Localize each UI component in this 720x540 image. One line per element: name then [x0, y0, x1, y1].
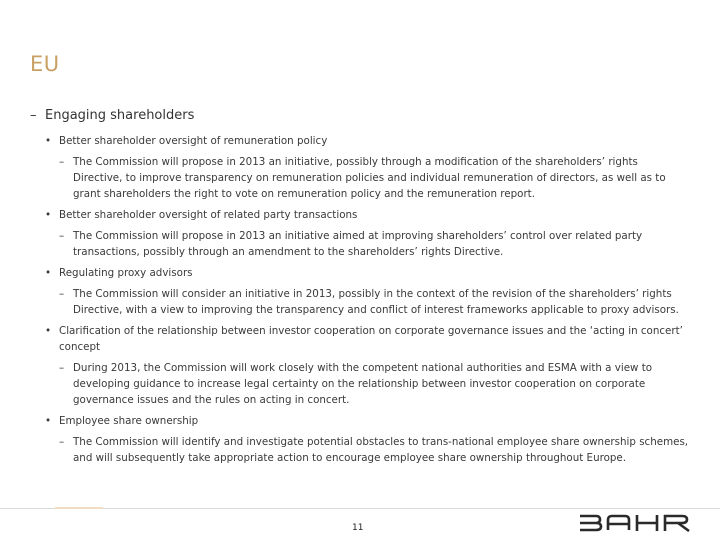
bullet-text: Better shareholder oversight of remuneration policy: [59, 135, 328, 147]
sub-item: [30, 154, 690, 202]
sub-item-text: During 2013, the Commission will work closely with the competent national authorities and ESMA with a view to developing guidance to increase legal certainty on the relationship between investor cooperation on corporate governance issues and the rules on acting in concert.: [73, 362, 653, 406]
bullet-marker: •: [45, 415, 52, 427]
slide-title: EU: [30, 52, 60, 76]
dash-marker: –: [59, 436, 65, 448]
footer-accent-bar: [55, 507, 103, 509]
dash-marker: –: [30, 108, 37, 123]
bullet-text: Employee share ownership: [59, 415, 199, 427]
bullet-text: Regulating proxy advisors: [59, 267, 193, 279]
bullet-item: [30, 413, 690, 429]
sub-item: [30, 360, 690, 408]
bullet-item: [30, 133, 690, 149]
dash-marker: –: [59, 156, 65, 168]
bullet-item: [30, 323, 690, 355]
bullet-text: Clarification of the relationship between investor cooperation on corporate governance issues and the ‘acting in concert’ concept: [59, 325, 683, 353]
bullet-marker: •: [45, 135, 52, 147]
page-number: 11: [352, 523, 364, 533]
slide-content: [30, 107, 690, 471]
bullet-marker: •: [45, 325, 52, 337]
sub-item-text: The Commission will consider an initiative in 2013, possibly in the context of the revision of the shareholders’ rights Directive, with a view to improving the transparency and conflict of interest frameworks applicable to proxy advisors.: [73, 288, 679, 316]
dash-marker: –: [59, 230, 65, 242]
dash-marker: –: [59, 362, 65, 374]
section-heading: [30, 107, 690, 124]
bullet-marker: •: [45, 267, 52, 279]
footer-divider: [0, 508, 720, 509]
bahr-logo: [578, 514, 691, 532]
sub-item-text: The Commission will propose in 2013 an initiative, possibly through a modification of the shareholders’ rights Directive, to improve transparency on remuneration policies and individual remuneration of directors, as well as to grant shareholders the right to vote on remuneration policy and the remuneration report.: [73, 156, 666, 200]
sub-item: [30, 434, 690, 466]
sub-item: [30, 286, 690, 318]
bullet-marker: •: [45, 209, 52, 221]
section-heading-text: Engaging shareholders: [45, 108, 195, 123]
dash-marker: –: [59, 288, 65, 300]
sub-item-text: The Commission will propose in 2013 an initiative aimed at improving shareholders’ control over related party transactions, possibly through an amendment to the shareholders’ rights Directive.: [73, 230, 643, 258]
bullet-text: Better shareholder oversight of related party transactions: [59, 209, 358, 221]
sub-item: [30, 228, 690, 260]
sub-item-text: The Commission will identify and investigate potential obstacles to trans-national employee share ownership schemes, and will subsequently take appropriate action to encourage employee share ownership throughout Europe.: [73, 436, 689, 464]
bullet-item: [30, 265, 690, 281]
bullet-item: [30, 207, 690, 223]
